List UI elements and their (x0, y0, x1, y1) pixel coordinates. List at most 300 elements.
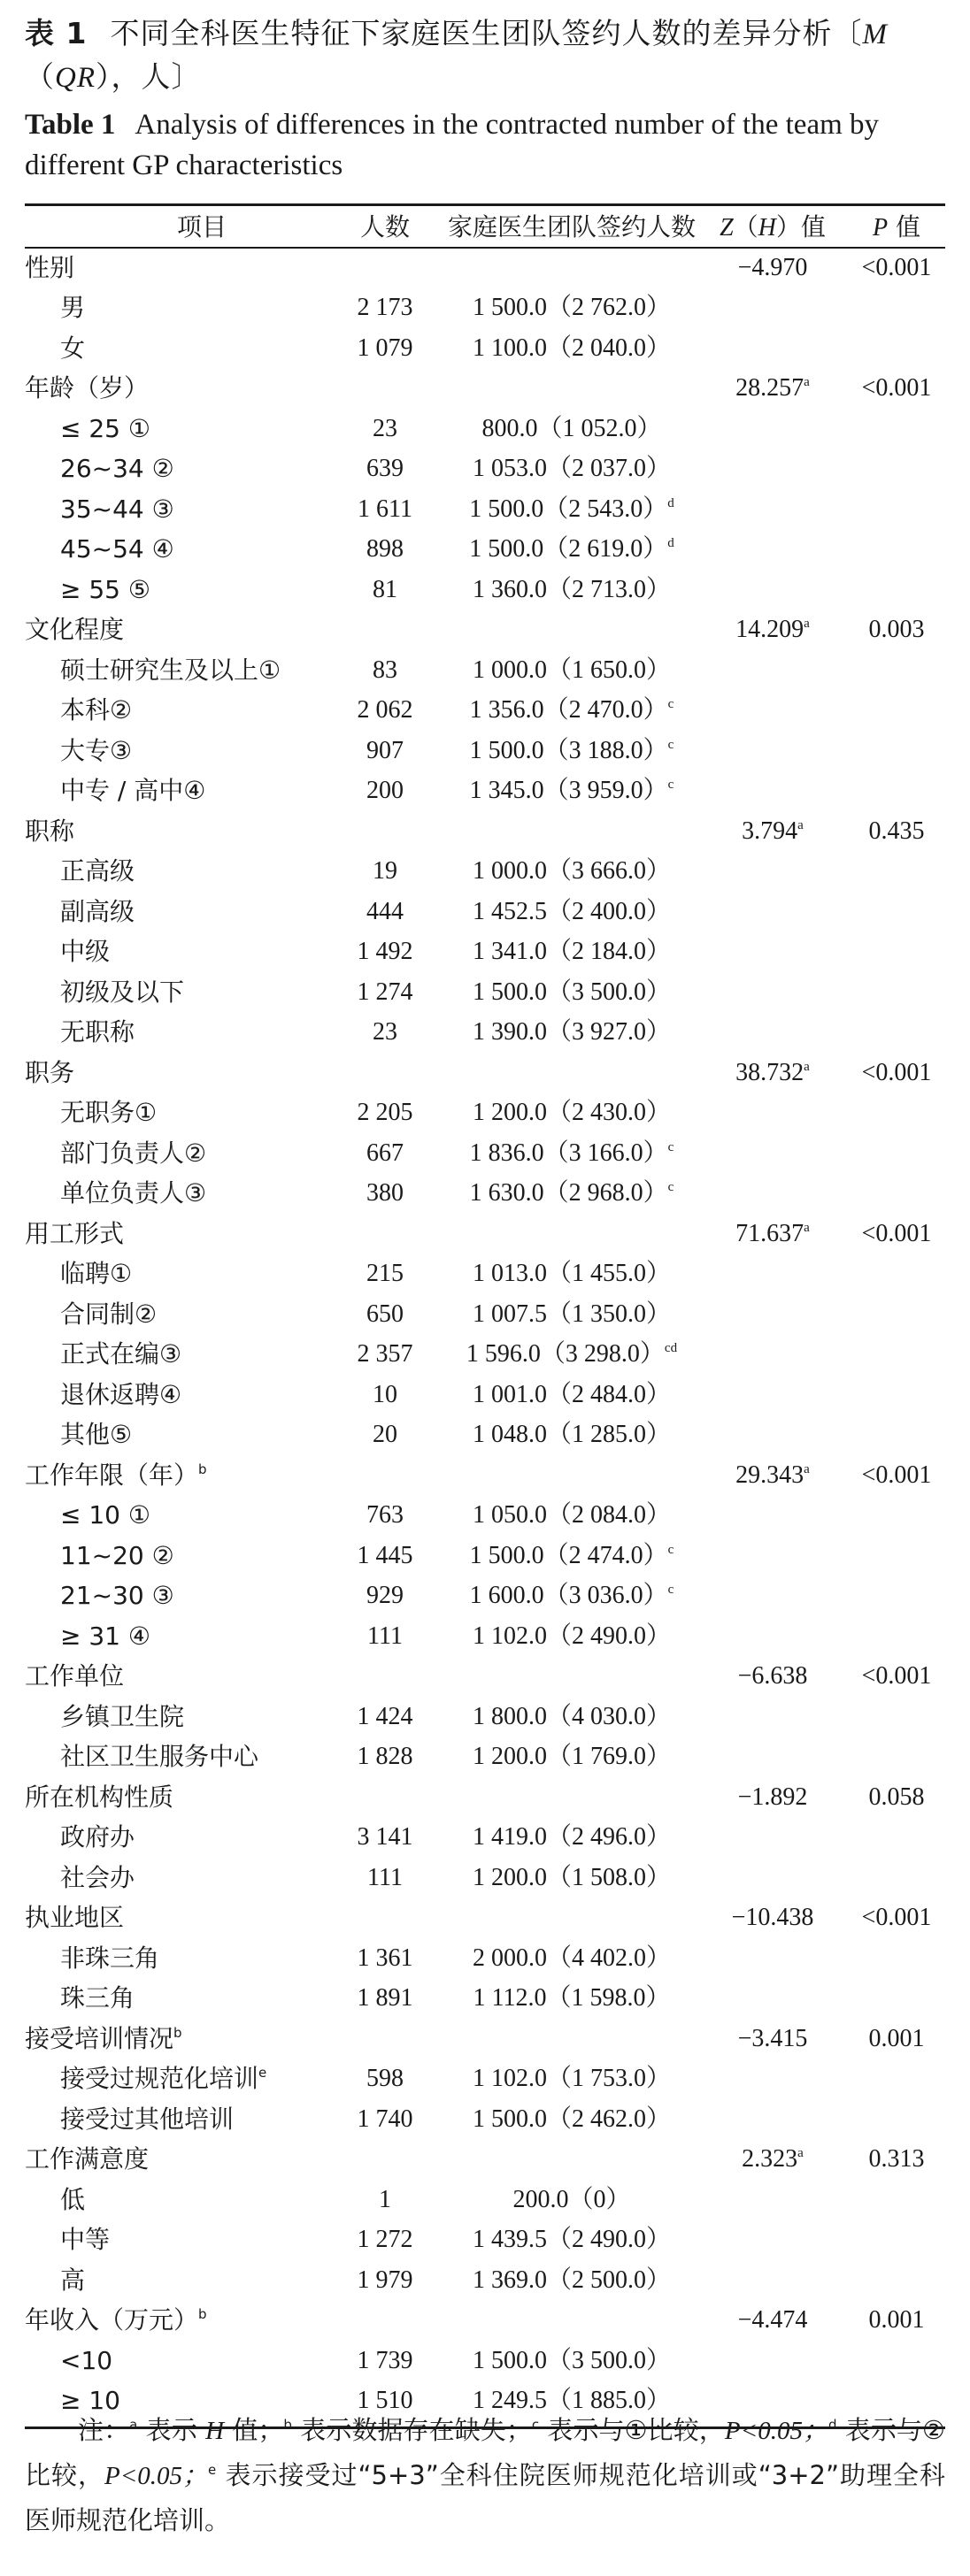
count-value-text: 1 274 (357, 978, 413, 1006)
median-value (439, 1576, 704, 1616)
count-value-text: 650 (366, 1300, 404, 1328)
median-value (439, 529, 704, 570)
table-header-row (25, 207, 945, 248)
median-value-superscript: c (667, 1139, 674, 1154)
median-value-text: 1 102.0（1 753.0） (472, 2065, 671, 2092)
subgroup-row (25, 2220, 945, 2260)
median-value-text: 1 800.0（4 030.0） (472, 1702, 671, 1730)
count-value-text: 1 611 (358, 494, 412, 523)
median-value-text: 1 360.0（2 713.0） (472, 575, 671, 603)
count-value (319, 1817, 451, 1858)
count-value-text: 1 424 (357, 1702, 413, 1730)
item-label-superscript: e (258, 2065, 267, 2081)
count-value (319, 932, 451, 972)
count-value (319, 288, 451, 328)
subgroup-row (25, 2099, 945, 2140)
z-value (697, 2300, 848, 2341)
median-value-text: 1 630.0（2 968.0） (469, 1179, 668, 1207)
subgroup-row (25, 1736, 945, 1777)
count-value-text: 1 361 (357, 1944, 413, 1972)
p-value (848, 1455, 945, 1496)
subgroup-row (25, 972, 945, 1013)
count-value (319, 1938, 451, 1979)
item-label (25, 368, 379, 409)
count-value-text: 23 (373, 1018, 397, 1046)
count-value (319, 1334, 451, 1375)
median-value (439, 409, 704, 449)
note-a-end: 值； (224, 2415, 284, 2445)
item-label-text: 初级及以下 (60, 977, 185, 1007)
count-value (319, 1414, 451, 1455)
subgroup-row (25, 1012, 945, 1053)
p-value-text: <0.001 (861, 1662, 932, 1690)
item-label-text: 正式在编③ (60, 1339, 182, 1368)
count-value-text: 19 (373, 857, 397, 885)
header-median: 家庭医生团队签约人数 (447, 212, 696, 242)
median-value-text: 1 345.0（3 959.0） (469, 777, 668, 804)
median-value-text: 1 200.0（1 769.0） (472, 1743, 671, 1770)
median-value (439, 1536, 704, 1576)
caption-label-zh: 表 1 (25, 16, 88, 50)
item-label-text: 所在机构性质 (25, 1782, 174, 1812)
median-value-text: 1 369.0（2 500.0） (472, 2266, 671, 2294)
item-label-text: 部门负责人② (60, 1138, 207, 1168)
item-label-text: 珠三角 (60, 1983, 135, 2012)
median-value-superscript: d (667, 495, 674, 510)
median-value-text: 1 112.0（1 598.0） (473, 1984, 671, 2012)
median-value-text: 1 390.0（3 927.0） (472, 1018, 671, 1046)
item-label-text: 低 (60, 2184, 86, 2214)
header-z-suffix: ）值 (775, 212, 826, 242)
item-label-text: 26~34 ② (60, 454, 174, 483)
median-value-text: 1 452.5（2 400.0） (472, 897, 671, 925)
item-label-text: 女 (60, 333, 86, 363)
item-label-text: 单位负责人③ (60, 1178, 207, 1208)
count-value (319, 851, 451, 892)
item-label-text: ≤ 10 ① (60, 1500, 150, 1530)
z-value (697, 1053, 848, 1093)
count-value (319, 1697, 451, 1737)
median-value (439, 1616, 704, 1657)
count-value-text: 1 740 (357, 2104, 413, 2133)
note-prefix: 注： (78, 2415, 130, 2445)
item-label-text: 社区卫生服务中心 (60, 1742, 259, 1771)
p-value (848, 368, 945, 409)
item-label-text: 接受过其他培训 (60, 2104, 235, 2134)
note-c-text: 表示与①比较， (539, 2415, 725, 2445)
category-row (25, 1656, 945, 1697)
z-value-superscript: a (804, 375, 810, 389)
count-value (319, 1576, 451, 1616)
item-label-text: 高 (60, 2265, 86, 2295)
item-label-text: 政府办 (60, 1822, 135, 1852)
subgroup-row (25, 1414, 945, 1455)
count-value (319, 448, 451, 489)
median-value (439, 1858, 704, 1898)
item-label-text: ≥ 31 ④ (60, 1621, 150, 1651)
median-value (439, 1817, 704, 1858)
item-label-superscript: b (198, 2306, 207, 2322)
subgroup-row (25, 2260, 945, 2301)
count-value (319, 2220, 451, 2260)
median-value (439, 2220, 704, 2260)
note-sup-e: e (208, 2462, 217, 2478)
category-row (25, 2300, 945, 2341)
median-value-text: 1 001.0（2 484.0） (472, 1380, 671, 1408)
item-label-text: 职称 (25, 816, 75, 846)
median-value-text: 1 200.0（2 430.0） (472, 1099, 671, 1126)
median-value-text: 1 100.0（2 040.0） (472, 334, 671, 362)
item-label-text: 大专③ (60, 735, 133, 765)
count-value-text: 2 357 (357, 1340, 413, 1368)
header-p (848, 207, 945, 248)
count-value (319, 2260, 451, 2301)
z-value (697, 1656, 848, 1697)
item-label-text: 无职务① (60, 1098, 158, 1127)
median-value (439, 1133, 704, 1174)
count-value (319, 1495, 451, 1536)
count-value-text: 10 (373, 1380, 397, 1408)
header-p-symbol: P (872, 214, 889, 242)
item-label-text: 35~44 ③ (60, 494, 174, 524)
count-value-text: 83 (373, 656, 397, 684)
category-row (25, 1455, 945, 1496)
header-z (697, 207, 848, 248)
median-value-text: 1 500.0（2 543.0） (469, 494, 668, 523)
count-value-text: 1 510 (357, 2387, 413, 2414)
header-h-symbol: H (758, 214, 776, 242)
note-a-h: H (205, 2417, 225, 2445)
table-top-rule (25, 203, 945, 206)
p-value-text: <0.001 (861, 253, 932, 281)
z-value (697, 1214, 848, 1254)
item-label-text: 接受培训情况 (25, 2023, 174, 2053)
count-value (319, 1978, 451, 2019)
count-value (319, 1536, 451, 1576)
z-value-text: −6.638 (737, 1662, 808, 1690)
subgroup-row (25, 1495, 945, 1536)
subgroup-row (25, 328, 945, 369)
count-value (319, 1858, 451, 1898)
median-value (439, 690, 704, 731)
p-value (848, 1777, 945, 1818)
median-value-text: 1 500.0（3 500.0） (472, 978, 671, 1006)
category-row (25, 1777, 945, 1818)
median-value-text: 1 596.0（3 298.0） (466, 1340, 665, 1368)
item-label (25, 248, 379, 288)
subgroup-row (25, 690, 945, 731)
item-label-text: ≤ 25 ① (60, 413, 150, 443)
item-label-text: 工作单位 (25, 1661, 125, 1690)
item-label-text: 中专 / 高中④ (60, 776, 206, 805)
median-value (439, 1173, 704, 1214)
z-value-text: 2.323 (742, 2145, 798, 2173)
median-value-text: 1 007.5（1 350.0） (472, 1300, 671, 1328)
subgroup-row (25, 2058, 945, 2099)
median-value (439, 448, 704, 489)
count-value (319, 328, 451, 369)
item-label (25, 1053, 379, 1093)
count-value-text: 2 205 (357, 1099, 413, 1126)
median-value (439, 2260, 704, 2301)
caption-m-symbol: M (862, 19, 888, 50)
count-value-text: 200 (366, 777, 404, 804)
median-value (439, 2341, 704, 2381)
count-value (319, 2341, 451, 2381)
subgroup-row (25, 1173, 945, 1214)
count-value (319, 770, 451, 811)
caption-chinese (25, 12, 954, 99)
p-value-text: <0.001 (861, 1460, 932, 1489)
category-row (25, 2139, 945, 2180)
item-label-text: 社会办 (60, 1862, 135, 1892)
p-value (848, 2139, 945, 2180)
category-row (25, 1214, 945, 1254)
count-value-text: 763 (366, 1501, 404, 1529)
median-value-superscript: c (667, 1180, 674, 1194)
median-value-text: 2 000.0（4 402.0） (472, 1944, 671, 1972)
header-z-symbol: Z (720, 214, 734, 242)
z-value-text: 3.794 (742, 816, 798, 845)
count-value (319, 1294, 451, 1335)
item-label-text: 正高级 (60, 856, 135, 886)
subgroup-row (25, 2341, 945, 2381)
median-value-superscript: c (667, 1583, 674, 1597)
category-row (25, 610, 945, 650)
median-value-superscript: c (667, 778, 674, 792)
item-label-text: 中级 (60, 937, 111, 966)
count-value (319, 1092, 451, 1133)
subgroup-row (25, 570, 945, 610)
item-label-text: 其他⑤ (60, 1420, 133, 1449)
note-d-p: P (104, 2462, 120, 2490)
p-value (848, 610, 945, 650)
count-value-text: 3 141 (357, 1823, 413, 1851)
count-value-text: 2 062 (357, 696, 413, 724)
p-value-text: 0.058 (868, 1782, 925, 1811)
p-value (848, 1214, 945, 1254)
count-value-text: 23 (373, 414, 397, 442)
item-label (25, 1777, 379, 1818)
item-label-text: 职务 (25, 1057, 75, 1087)
subgroup-row (25, 1375, 945, 1415)
item-label-superscript: b (198, 1460, 207, 1477)
item-label (25, 2019, 379, 2059)
median-value (439, 489, 704, 530)
item-label-superscript: b (173, 2024, 182, 2041)
caption-label-en: Table 1 (25, 109, 116, 141)
caption-unit: ），人〕 (96, 59, 202, 94)
count-value (319, 1375, 451, 1415)
subgroup-row (25, 1092, 945, 1133)
count-value-text: 898 (366, 535, 404, 563)
median-value (439, 2099, 704, 2140)
z-value-text: −4.970 (737, 253, 808, 281)
subgroup-row (25, 529, 945, 570)
z-value-text: 14.209 (735, 616, 804, 643)
p-value-text: 0.313 (868, 2145, 925, 2173)
item-label-text: 退休返聘④ (60, 1379, 182, 1409)
category-row (25, 2019, 945, 2059)
p-value (848, 2019, 945, 2059)
median-value (439, 288, 704, 328)
count-value (319, 972, 451, 1013)
median-value-text: 200.0（0） (512, 2185, 631, 2213)
item-label-text: 中等 (60, 2225, 111, 2254)
item-label-text: 执业地区 (25, 1903, 125, 1932)
median-value (439, 731, 704, 771)
item-label-text: 乡镇卫生院 (60, 1701, 185, 1731)
median-value (439, 1334, 704, 1375)
count-value-text: 111 (367, 1863, 403, 1891)
count-value (319, 2058, 451, 2099)
median-value (439, 770, 704, 811)
note-c-p: P (724, 2417, 741, 2445)
median-value (439, 2180, 704, 2220)
median-value-text: 1 048.0（1 285.0） (472, 1421, 671, 1448)
z-value-text: −10.438 (731, 1904, 814, 1931)
note-c-end: <0.05； (740, 2417, 828, 2445)
subgroup-row (25, 1938, 945, 1979)
median-value-superscript: c (667, 697, 674, 711)
category-row (25, 248, 945, 288)
note-b-text: 表示数据存在缺失； (291, 2415, 532, 2445)
median-value-text: 1 249.5（1 885.0） (472, 2387, 671, 2414)
header-item: 项目 (176, 212, 227, 242)
note-sup-d: d (828, 2417, 837, 2433)
item-label (25, 2300, 379, 2341)
median-value (439, 328, 704, 369)
item-label (25, 1656, 379, 1697)
caption-english (25, 104, 954, 186)
p-value-text: <0.001 (861, 1904, 932, 1931)
count-value-text: 215 (366, 1260, 404, 1287)
subgroup-row (25, 1697, 945, 1737)
count-value (319, 892, 451, 932)
item-label-text: 11~20 ② (60, 1540, 174, 1570)
median-value-text: 1 500.0（2 762.0） (472, 294, 671, 321)
count-value (319, 1012, 451, 1053)
item-label-text: 性别 (25, 252, 75, 282)
median-value (439, 1414, 704, 1455)
subgroup-row (25, 1576, 945, 1616)
median-value (439, 1978, 704, 2019)
median-value-text: 1 836.0（3 166.0） (469, 1138, 668, 1167)
count-value-text: 1 079 (357, 334, 413, 362)
z-value-text: −4.474 (737, 2306, 808, 2334)
item-label (25, 811, 379, 852)
median-value-text: 1 050.0（2 084.0） (472, 1501, 671, 1529)
p-value (848, 248, 945, 288)
median-value-text: 1 013.0（1 455.0） (472, 1260, 671, 1287)
median-value-text: 1 000.0（3 666.0） (472, 857, 671, 885)
z-value-superscript: a (804, 1059, 810, 1074)
count-value-text: 639 (366, 455, 404, 482)
subgroup-row (25, 1133, 945, 1174)
subgroup-row (25, 731, 945, 771)
p-value-text: <0.001 (861, 374, 932, 402)
item-label-text: 年收入（万元） (25, 2305, 199, 2334)
median-value (439, 1254, 704, 1294)
count-value-text: 667 (366, 1138, 404, 1167)
median-value-text: 1 341.0（2 184.0） (472, 938, 671, 965)
median-value (439, 851, 704, 892)
subgroup-row (25, 448, 945, 489)
count-value-text: 1 979 (357, 2266, 413, 2294)
count-value (319, 2099, 451, 2140)
subgroup-row (25, 851, 945, 892)
subgroup-row (25, 288, 945, 328)
item-label-text: 工作满意度 (25, 2144, 150, 2174)
subgroup-row (25, 650, 945, 691)
table-body (25, 248, 945, 2421)
item-label-text: <10 (60, 2345, 113, 2375)
item-label-text: 年龄（岁） (25, 373, 150, 402)
median-value-text: 1 053.0（2 037.0） (472, 455, 671, 482)
z-value (697, 1898, 848, 1938)
p-value (848, 811, 945, 852)
median-value (439, 1375, 704, 1415)
count-value-text: 1 739 (357, 2346, 413, 2374)
count-value-text: 380 (366, 1179, 404, 1207)
count-value-text: 20 (373, 1421, 397, 1448)
note-sup-c: c (531, 2417, 540, 2433)
count-value-text: 907 (366, 736, 404, 764)
z-value-text: 38.732 (735, 1058, 804, 1086)
caption-title-zh: 不同全科医生特征下家庭医生团队签约人数的差异分析〔 (110, 16, 863, 50)
median-value-text: 1 500.0（3 188.0） (469, 736, 668, 764)
count-value (319, 1616, 451, 1657)
subgroup-row (25, 489, 945, 530)
p-value (848, 2300, 945, 2341)
subgroup-row (25, 1978, 945, 2019)
median-value-text: 1 500.0（2 474.0） (469, 1541, 668, 1569)
median-value (439, 1938, 704, 1979)
item-label (25, 1455, 379, 1496)
count-value-text: 1 828 (357, 1743, 413, 1770)
count-value-text: 1 891 (357, 1984, 413, 2012)
subgroup-row (25, 409, 945, 449)
z-value-superscript: a (804, 1461, 810, 1476)
item-label-text: 接受过规范化培训 (60, 2064, 259, 2093)
count-value-text: 444 (366, 897, 404, 925)
z-value (697, 1455, 848, 1496)
item-label-text: 合同制② (60, 1299, 158, 1329)
item-label-text: 工作年限（年） (25, 1460, 199, 1490)
subgroup-row (25, 932, 945, 972)
item-label-text: 男 (60, 293, 86, 322)
count-value-text: 1 445 (357, 1541, 413, 1569)
item-label-text: 硕士研究生及以上① (60, 655, 281, 685)
z-value (697, 2019, 848, 2059)
median-value-text: 1 500.0（2 619.0） (469, 535, 668, 563)
table-caption (25, 12, 954, 186)
median-value (439, 1012, 704, 1053)
table-header-rule (25, 247, 945, 249)
item-label (25, 1898, 379, 1938)
median-value (439, 650, 704, 691)
item-label (25, 610, 379, 650)
subgroup-row (25, 1616, 945, 1657)
subgroup-row (25, 892, 945, 932)
note-e-text: 表示接受过“5+3”全科住院医师规范化培训或“3+2”助理全科医师规范化培训。 (25, 2460, 945, 2535)
note-sup-a: a (129, 2417, 138, 2433)
table-note (25, 2408, 945, 2542)
median-value-text: 1 356.0（2 470.0） (469, 696, 668, 724)
z-value-text: 28.257 (735, 374, 804, 402)
item-label-text: ≥ 10 (60, 2386, 120, 2415)
category-row (25, 1898, 945, 1938)
